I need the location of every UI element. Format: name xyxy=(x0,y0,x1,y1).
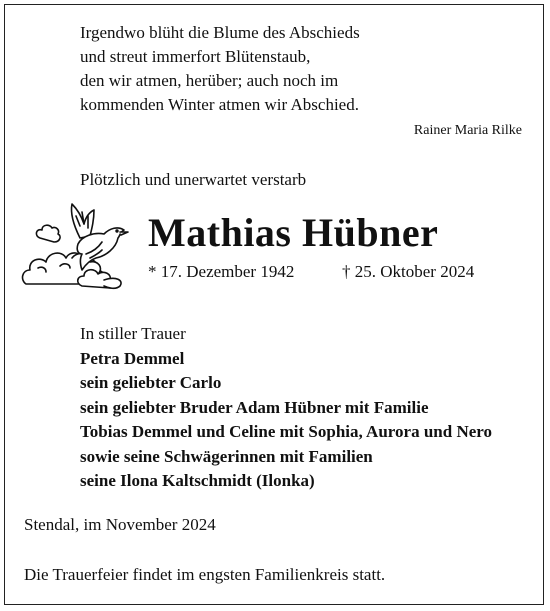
life-dates xyxy=(148,262,474,282)
mourners-list xyxy=(80,322,492,494)
mourner-name: seine Ilona Kaltschmidt (Ilonka) xyxy=(80,471,315,490)
funeral-note: Die Trauerfeier findet im engsten Familienkreis statt. xyxy=(24,565,386,584)
poem-line: den wir atmen, herüber; auch noch im xyxy=(80,71,339,90)
place-date: Stendal, im November 2024 xyxy=(24,515,216,534)
intro-text: Plötzlich und unerwartet verstarb xyxy=(80,170,307,189)
mourner-name: sein geliebter Carlo xyxy=(80,373,222,392)
birth-date: * 17. Dezember 1942 xyxy=(148,262,295,281)
poem-line: Irgendwo blüht die Blume des Abschieds xyxy=(80,23,360,42)
mourner-name: Tobias Demmel und Celine mit Sophia, Aurora und Nero xyxy=(80,422,493,441)
poem xyxy=(80,21,360,117)
poem-author: Rainer Maria Rilke xyxy=(413,123,522,138)
mourner-name: Petra Demmel xyxy=(80,348,185,368)
mourner-name: sowie seine Schwägerinnen mit Familien xyxy=(80,446,373,466)
poem-line: kommenden Winter atmen wir Abschied. xyxy=(80,95,359,114)
mourner-name: sein geliebter Bruder Adam Hübner mit Familie xyxy=(80,397,429,417)
dove-on-cloud-icon xyxy=(20,196,136,296)
poem-line: und streut immerfort Blütenstaub, xyxy=(80,47,311,66)
death-date: † 25. Oktober 2024 xyxy=(342,262,475,281)
mourners-heading: In stiller Trauer xyxy=(80,324,186,343)
deceased-name: Mathias Hübner xyxy=(148,210,439,255)
